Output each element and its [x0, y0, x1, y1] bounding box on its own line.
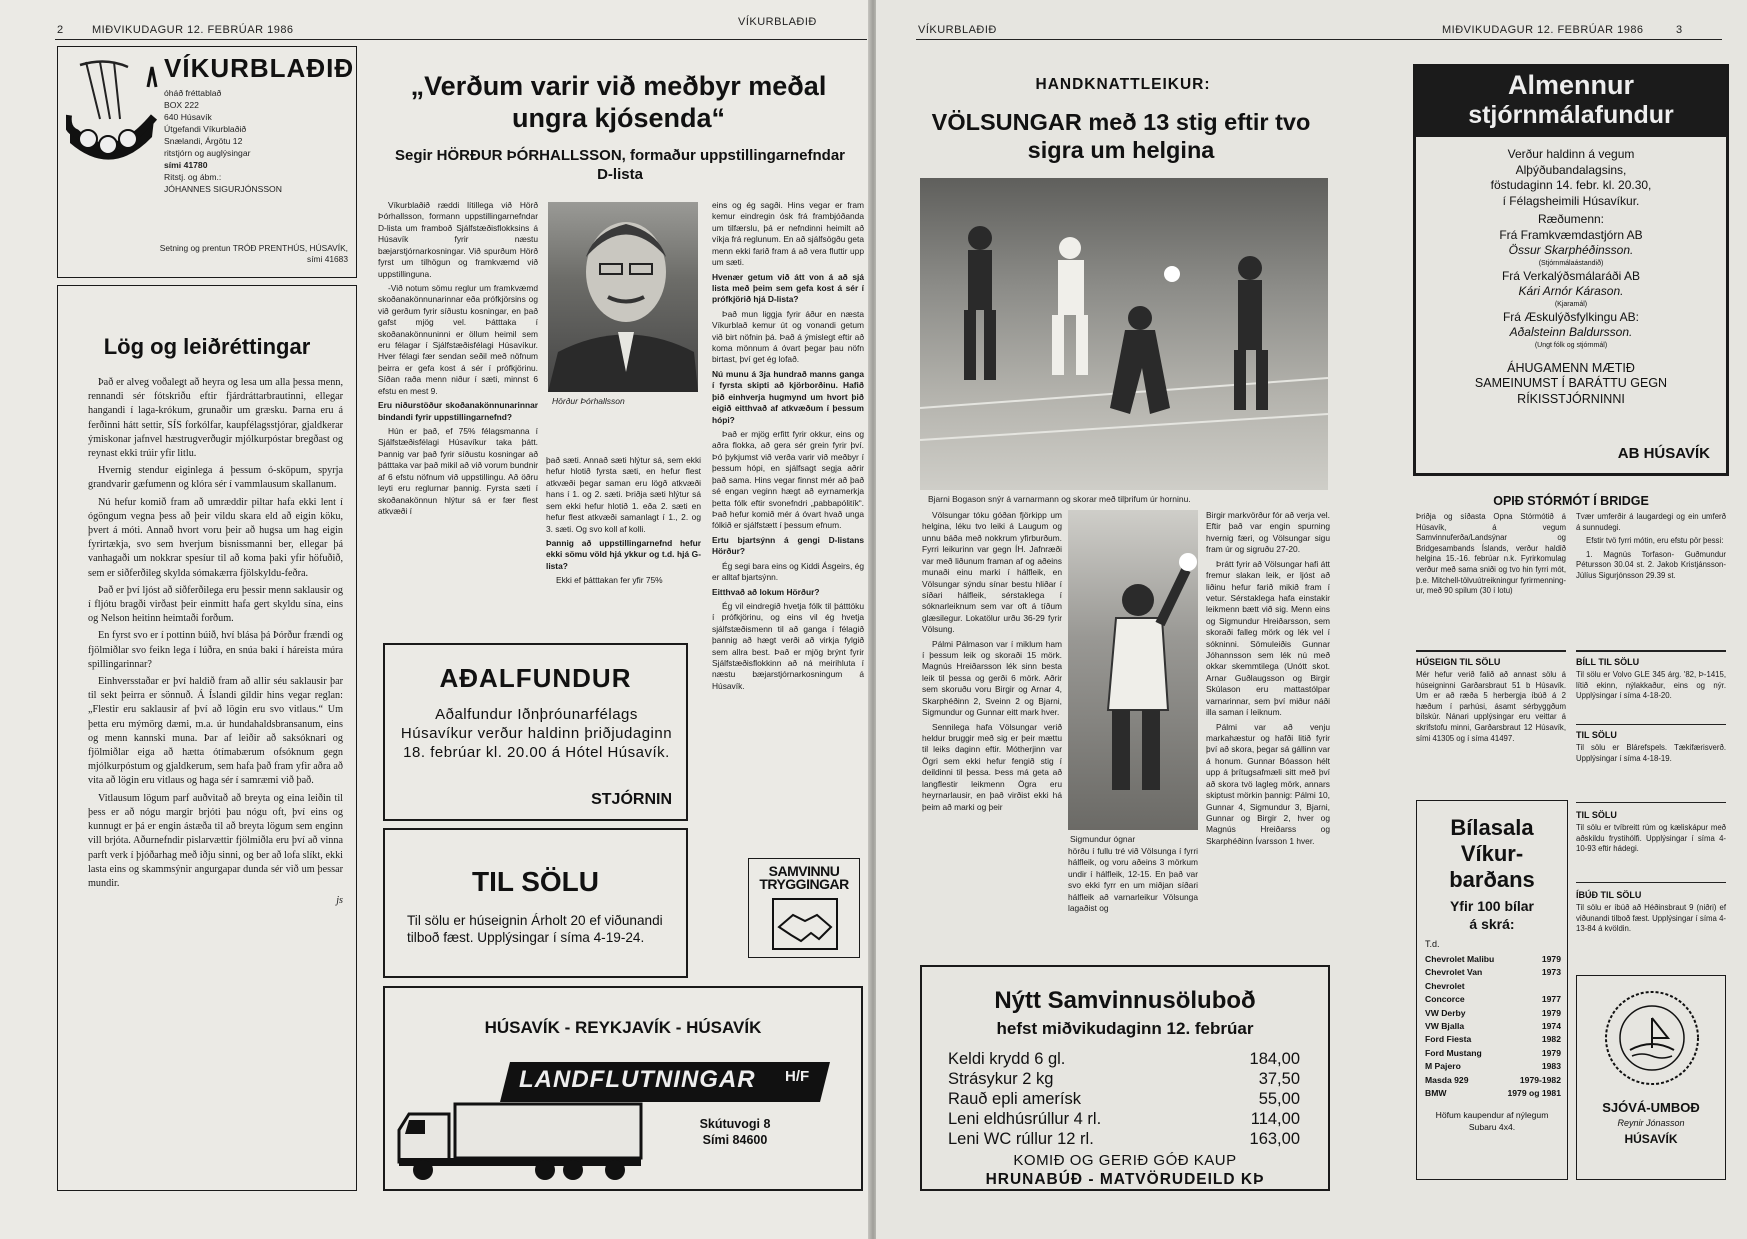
- landflutningar-brand: LANDFLUTNINGAR: [519, 1066, 756, 1093]
- sport-paragraph: Sennilega hafa Völsungar verið heldur bruggir með sig er þeir mættu til leiks daginn eftir. Mótherjinn var Ögri sem ekki hefur fengið stig í deildinni til þessa. Þess má geta að langflestir leikmenn Ögra eru heyrnarlausir, en það virðist ekki há þeim að marki og þeir: [922, 721, 1062, 812]
- item-price: 184,00: [1249, 1050, 1300, 1068]
- almennur-line: í Félagsheimili Húsavíkur.: [1502, 193, 1640, 208]
- header-rule: [916, 39, 1722, 40]
- running-head-paper: VÍKURBLAÐIÐ: [918, 24, 997, 36]
- almennur-title1: Almennur: [1507, 70, 1634, 100]
- speaker-role: Frá Verkalýðsmálaráði AB: [1501, 268, 1641, 283]
- masthead-details: [164, 87, 282, 195]
- car-model: Chevrolet Van: [1425, 967, 1483, 978]
- masthead-line: óháð fréttablað: [164, 88, 222, 98]
- car-year: 1973: [1541, 967, 1561, 978]
- solubod-slogan: KOMIÐ OG GERIÐ GÓÐ KAUP: [1013, 1152, 1237, 1169]
- masthead-line: ritstjórn og auglýsingar: [164, 148, 251, 158]
- sjova-agent: Reynir Jónasson: [1617, 1118, 1685, 1128]
- running-head-paper: VÍKURBLAÐIÐ: [738, 16, 817, 28]
- item-name: Keldi krydd 6 gl.: [948, 1050, 1066, 1068]
- car-model: BMW: [1425, 1088, 1447, 1099]
- car-year: 1974: [1541, 1021, 1561, 1032]
- portrait-caption: Hörður Þórhallsson: [552, 396, 625, 406]
- running-head-date: MIÐVIKUDAGUR 12. FEBRÚAR 1986: [1442, 24, 1644, 36]
- interview-question: Þannig að uppstillingarnefnd hefur ekki sömu völd hjá ykkur og t.d. hjá G-lista?: [546, 537, 701, 571]
- bilasala-title3: barðans: [1449, 867, 1535, 892]
- car-model: M Pajero: [1425, 1061, 1461, 1072]
- solubod-list: [948, 1049, 1300, 1149]
- car-model: VW Bjalla: [1425, 1021, 1465, 1032]
- interview-paragraph: Ég segi bara eins og Kiddi Ásgeirs, ég er alltaf bjartsýnn.: [712, 560, 864, 583]
- landflutningar-address: Skútuvogi 8: [699, 1117, 771, 1131]
- tilsolu1-body: Til sölu er Blárefspels. Tækifærisverð. Upplýsingar í síma 4-18-19.: [1576, 743, 1726, 763]
- adalfundur-sign: STJÓRNIN: [591, 791, 672, 808]
- speaker-name: Aðalsteinn Baldursson.: [1509, 325, 1633, 339]
- huseign-title: HÚSEIGN TIL SÖLU: [1416, 657, 1501, 667]
- car-model: Masda 929: [1425, 1074, 1469, 1085]
- sport-paragraph: Birgir markvörður fór að verja vel. Eftir það var engin spurning hvernig færi, og Völsungar sigu fram úr og sigruðu 27-20.: [1206, 510, 1330, 555]
- sport-paragraph: Völsungar tóku góðan fjörkipp um helgina, léku tvo leiki á Laugum og unnu báða með nokkrum yfirburðum. Fyrri leikurinn var gegn ÍH. Jafnræði var með liðunum framan af og aðeins munaði einu marki í hálfleik, en Völsungar sýndu sínar bestu hliðar í síðari hálfleik, sérstaklega í sóknarleiknum sem var oft á tíðum glæsilegur. Lokatölur urðu 36-29 fyrir Völsung.: [922, 510, 1062, 635]
- right-page: [876, 0, 1747, 1239]
- til-solu-title: TIL SÖLU: [471, 866, 600, 897]
- editorial-paragraph: Nú hefur komið fram að umræddir piltar hafa ekki lent í ógöngum vegna þess að þeir vildu skara eld að eigin köku, þvert á móti. Annað hvort voru þeir að hugsa um hag eigin fyrirtækja, svo sem hverjum bisnissmanni ber, ellegar þá vanhagaði um nokkrar spesíur til að koma þaki yfir höfuðið, sem er siðferðileg skylda sómakærra fjölskyldu-feðra.: [88, 496, 343, 579]
- printer-name: Setning og prentun TRÓÐ PRENTHÚS, HÚSAVÍK,: [159, 243, 348, 253]
- sport-paragraph: Pálmi Pálmason var í miklum ham í þessum leik og skoraði 15 mörk. Magnús Hreiðarsson lék sinn besta leik til þessa og gerði 6 mörk. Aðrir sem skoruðu voru Birgir og Arnar 4, Skarphéðinn 2, Sveinn 2 og Bjarni, Sigmundur og Gunnar eitt mark hver.: [922, 638, 1062, 718]
- car-year: 1977: [1541, 994, 1561, 1005]
- bilasala-td: T.d.: [1425, 939, 1440, 949]
- interview-col-1: [378, 200, 538, 520]
- almennur-speakers-head: Ræðumenn:: [1537, 212, 1605, 226]
- almennur-ad: [1413, 64, 1729, 476]
- editorial-paragraph: Það er alveg voðalegt að heyra og lesa um alla þessa menn, rennandi sér fótskriðu eftir fjárdráttarbrautinni, ellegar hangandi í laga-krókum, grunaðir um græsku. Þarna eru á ferðinni hátt settir, SÍS forkólfar, kaupfélagsstjórar, gjaldkerar ýmiskonar jafnvel hæstrugverðugir mjólkurpóstar bregðast og reynast ekki trúir yfir litlu.: [88, 377, 343, 460]
- car-row: [1425, 1033, 1561, 1046]
- almennur-info: [1416, 147, 1726, 407]
- truck-icon: [395, 1100, 645, 1185]
- solubod-item: [948, 1109, 1300, 1129]
- masthead-printer: [160, 243, 348, 265]
- car-row: [1425, 1020, 1561, 1033]
- speaker-note: (Ungt fólk og stjórnmál): [1534, 341, 1608, 349]
- printer-phone: sími 41683: [307, 254, 348, 264]
- car-year: 1979-1982: [1519, 1074, 1561, 1085]
- item-name: Leni WC rúllur 12 rl.: [948, 1130, 1094, 1148]
- car-row: [1425, 953, 1561, 966]
- bilasala-sub2: á skrá:: [1469, 916, 1515, 932]
- sport-title: VÖLSUNGAR með 13 stig eftir tvo sigra um helgina: [931, 109, 1311, 163]
- ibud-rule: [1576, 882, 1726, 883]
- masthead-line: Snælandi, Árgötu 12: [164, 136, 243, 146]
- item-price: 37,50: [1258, 1070, 1300, 1088]
- almennur-footer: ÁHUGAMENN MÆTIÐ: [1507, 360, 1635, 375]
- bilasala-title2: Víkur-: [1460, 841, 1524, 866]
- sport-kicker: HANDKNATTLEIKUR:: [1035, 76, 1211, 93]
- car-row: [1425, 1007, 1561, 1020]
- bilasala-footer: Höfum kaupendur af nýlegum Subaru 4x4.: [1435, 1110, 1549, 1132]
- masthead-line: sími 41780: [164, 160, 208, 170]
- handball-photo-1: [920, 178, 1328, 490]
- adalfundur-ad: [383, 643, 688, 821]
- interview-paragraph: -Við notum sömu reglur um framkvæmd skoðanakönnunarinnar eða prófkjörsins og við gerðum fyrir síðustu kosningar, en það gafst mjög vel. Þátttaka í skoðanakönnuninni er öllum heimil sem eru félagar í Sjálfstæðisfélagi Húsavíkur. Hver félagi fær sendan seðil með nöfnum þeirra er gefa kost á sér í prófkjörinu. Síðan raða menn niður í sæti, minnst 6 efstu en mest 9.: [378, 282, 538, 396]
- interview-question: Eitthvað að lokum Hörður?: [712, 586, 820, 597]
- masthead-line: BOX 222: [164, 100, 199, 110]
- bridge-col-2: [1576, 512, 1726, 585]
- tilsolu1-rule: [1576, 724, 1726, 725]
- solubod-title: Nýtt Samvinnusöluboð: [994, 987, 1256, 1014]
- samvinnusolubod-ad: [920, 965, 1330, 1191]
- interview-paragraph: það sæti. Annað sæti hlýtur sá, sem ekki hefur hlotið fyrsta sæti, en hefur flest atkvæði þegar saman eru lögð atkvæði hans í 1. og 2. sæti. Þriðja sæti hlýtur sá sem ekki hefur hlotið 1. eða 2. sæti en hefur flest atkvæði samanlagt í 1., 2. og 3. sæti. Og svo koll af kolli.: [546, 455, 701, 534]
- solubod-store: HRUNABÚÐ - MATVÖRUDEILD KÞ: [985, 1171, 1265, 1188]
- solubod-item: [948, 1069, 1300, 1089]
- item-price: 55,00: [1258, 1090, 1300, 1108]
- interview-paragraph: Það er mjög erfitt fyrir okkur, eins og aðra flokka, að gera sér grein fyrir því. Þó þykjumst við verða varir við meðbyr í þessum hópi, en sjálfsagt segja aðrir það sama. Hins vegar finnst mér að það sé engan veginn hægt að eyrnamerkja þetta fólk eftir svonefndri „pabbapólitík“. Það hefur komið mér á óvart hvað unga fólkið er sjálfstætt í þessum efnum.: [712, 429, 864, 531]
- item-name: Strásykur 2 kg: [948, 1070, 1054, 1088]
- samvinnu-ad: [748, 858, 860, 958]
- running-head-date: MIÐVIKUDAGUR 12. FEBRÚAR 1986: [92, 24, 294, 36]
- car-year: 1979 og 1981: [1507, 1088, 1561, 1099]
- almennur-sign: AB HÚSAVÍK: [1617, 445, 1710, 462]
- interview-question: Ertu bjartsýnn á gengi D-listans Hörður?: [712, 534, 864, 557]
- car-year: 1979: [1541, 1007, 1561, 1018]
- interview-col-3: [712, 200, 864, 695]
- sport-col-2a: [1068, 846, 1198, 918]
- almennur-footer: SAMEINUMST Í BARÁTTU GEGN: [1474, 376, 1668, 390]
- interview-col-2: [546, 455, 701, 590]
- bridge-paragraph: Þriðja og síðasta Opna Stórmótið á Húsavík, á vegum Samvinnuferða/Landsýnar og Bridgesambands Íslands, verður haldið helgina 15.-16. febrúar n.k. Fyrirkomulag verður með sama sniði og tvo hin fyrri mót, þ.e. Mitchell-tölvuútreikningur fyrirmenning-ur, með 90 spilum (30 í lotu): [1416, 512, 1566, 596]
- handball-player-icon: [1068, 510, 1198, 830]
- sport-paragraph: hörðu í fullu tré við Völsunga í fyrri hálfleik, og voru aðeins 3 mörkum undir í hálfleik, 12-15. En það var svo ekki fyrr en um miðjan síðari hálfleik að varnarleikur Völsunga lagaðist og: [1068, 846, 1198, 914]
- sjova-ad: [1576, 975, 1726, 1180]
- masthead-line: 640 Húsavík: [164, 112, 212, 122]
- car-row: [1425, 1047, 1561, 1060]
- interview-subtitle: Segir HÖRÐUR ÞÓRHALLSSON, formaður uppstillingarnefndar D-lista: [394, 147, 846, 183]
- car-row: [1425, 1074, 1561, 1087]
- speaker-role: Frá Æskulýðsfylkingu AB:: [1502, 309, 1640, 324]
- tilsolu2-title: TIL SÖLU: [1576, 810, 1617, 820]
- bridge-col-1: [1416, 512, 1566, 600]
- left-page: [0, 0, 870, 1239]
- photo1-caption: Bjarni Bogason snýr á varnarmann og skorar með tilþrifum úr horninu.: [928, 494, 1191, 504]
- samvinnu-line1: SAMVINNU: [768, 863, 840, 879]
- editorial-title: Lög og leiðréttingar: [103, 334, 311, 359]
- landflutningar-route: HÚSAVÍK - REYKJAVÍK - HÚSAVÍK: [484, 1018, 762, 1037]
- bill-rule: [1576, 650, 1726, 652]
- landflutningar-phone: Sími 84600: [702, 1133, 768, 1147]
- interview-paragraph: Ég vil eindregið hvetja fólk til þátttöku í prófkjörinu, og eins vil ég hvetja sjálfstæðismenn til að ganga í félagið þannig að hægt verði að virkja fylgið sem allra best. Það er mjög brýnt fyrir Sjálfstæðisflokkinn að ná meirihluta í næstu bæjarstjórnarkosningum á Húsavík.: [712, 600, 864, 691]
- samvinnu-line2: TRYGGINGAR: [759, 876, 849, 892]
- portrait-silhouette-icon: [548, 202, 698, 392]
- item-name: Leni eldhúsrúllur 4 rl.: [948, 1110, 1102, 1128]
- almennur-line: Verður haldinn á vegum: [1507, 147, 1635, 161]
- sjova-town: HÚSAVÍK: [1624, 1132, 1678, 1146]
- bill-title: BÍLL TIL SÖLU: [1576, 657, 1640, 667]
- car-row: [1425, 993, 1561, 1006]
- item-price: 114,00: [1250, 1110, 1300, 1128]
- car-year: 1982: [1541, 1034, 1561, 1045]
- landflutningar-contact: [665, 1116, 805, 1148]
- tilsolu2-rule: [1576, 802, 1726, 803]
- interview-question: Hvenær getum við átt von á að sjá lista með þeim sem gefa kost á sér í prófkjörið hjá D-lista?: [712, 271, 864, 305]
- interview-question: Nú munu á 3ja hundrað manns ganga í fyrsta skipti að kjörborðinu. Hafið þið einhverja hugmynd um hvort þið eigið eitthvað af atkvæðum í þessum hópi?: [712, 368, 864, 425]
- car-model: VW Derby: [1425, 1007, 1466, 1018]
- interview-paragraph: Hún er það, ef 75% félagsmanna í Sjálfstæðisfélagi Húsavíkur taka þátt. Þannig var það fyrir síðustu kosningar að þátttaka var það mikil að við vorum bundnir af 6 efstu nöfnum við uppstillingu. Að öðru leyti eru reglurnar þannig. Fyrsta sæti í skoðanakönnun hlýtur sá er fær flest atkvæði í: [378, 426, 538, 516]
- almennur-footer: RÍKISSTJÓRNINNI: [1517, 391, 1625, 406]
- item-name: Rauð epli amerísk: [948, 1090, 1081, 1108]
- car-row: [1425, 966, 1561, 979]
- viking-ship-logo-icon: [66, 57, 158, 177]
- interview-paragraph: Víkurblaðið ræddi lítillega við Hörð Þórhallsson, formann uppstillingarnefndar D-lista um framboð Sjálfstæðisflokksins á Húsavík fyrir næstu bæjarstjórnarkosningar. Við spurðum Hörð fyrst um tilhögun og framkvæmd við uppstillinguna.: [378, 200, 538, 279]
- car-row: [1425, 1060, 1561, 1073]
- bilasala-ad: [1416, 800, 1568, 1180]
- interview-question: Eru niðurstöður skoðanakönnunarinnar bindandi fyrir uppstillingarnefnd?: [378, 400, 538, 422]
- editorial-paragraph: Það er því ljóst að siðferðilega eru þessir menn saklausir og í fljótu bragði virðast þeir einmitt hafa gert skyldu sína, eins og Nelson heitinn heimtaði forðum.: [88, 584, 343, 625]
- interview-title: „Verðum varir við meðbyr meðal ungra kjósenda“: [410, 71, 827, 133]
- almennur-line: Alþýðubandalagsins,: [1515, 162, 1627, 177]
- ibud-body: Til sölu er íbúð að Héðinsbraut 9 (niðri) ef viðunandi tilboð fæst. Upplýsingar í síma 4-13-84 á kvöldin.: [1576, 903, 1726, 934]
- car-row: [1425, 1087, 1561, 1100]
- handball-photo-2: [1068, 510, 1198, 830]
- solubod-item: [948, 1129, 1300, 1149]
- tilsolu2-body: Til sölu er tvíbreitt rúm og kæliskápur með aðskildu frystihólfi. Upplýsingar í síma 4-10-93 eftir hádegi.: [1576, 823, 1726, 854]
- car-year: 1979: [1541, 954, 1561, 964]
- car-year: 1979: [1541, 1047, 1561, 1058]
- masthead-box: [57, 46, 357, 278]
- solubod-subtitle: hefst miðvikudaginn 12. febrúar: [996, 1019, 1254, 1038]
- sport-paragraph: Pálmi var að venju markahæstur og hafði litið fyrir því að skora, þegar sá gállinn var á honum. Gunnar Bóasson hélt upp á þrítugsafmæli sitt með því að skora tvö lagleg mörk, annars skiptust mörkin þannig: Pálmi 10, Gunnar 4, Sigmundur 3, Bjarni, Gunnar og Birgir 2, hver og Magnús Hreiðarss og Skarphéðinn Ívarsson 1 hver.: [1206, 721, 1330, 846]
- speaker-name: Össur Skarphéðinsson.: [1508, 243, 1634, 257]
- header-rule: [55, 39, 867, 40]
- interview-paragraph: Það mun liggja fyrir áður en næsta Víkurblað kemur út og vonandi getum við birt nöfnin þá. Það á ýmislegt eftir að koma mönnum á óvart þegar þau nöfn birtast, því get ég lofað.: [712, 308, 864, 365]
- bridge-title: OPIÐ STÓRMÓT Í BRIDGE: [1493, 494, 1649, 508]
- speaker-name: Kári Arnór Kárason.: [1518, 284, 1624, 298]
- interview-paragraph: eins og ég sagði. Hins vegar er fram kemur eindregin ósk frá frambjóðanda um tilfærslu, þá er nefndinni heimilt að víkja frá reglunum. En að sjálfsögðu geta menn ekki farið fram á að vera fluttir upp um sæti.: [712, 200, 864, 268]
- car-model: Chevrolet: [1425, 980, 1465, 991]
- interview-paragraph: Ekki ef þátttakan fer yfir 75%: [556, 575, 663, 586]
- car-year: 1983: [1541, 1061, 1561, 1072]
- car-model: Concorce: [1425, 994, 1465, 1005]
- adalfundur-title: AÐALFUNDUR: [439, 663, 632, 693]
- photo2-caption: Sigmundur ógnar: [1070, 834, 1136, 844]
- editorial-box: [57, 285, 357, 1191]
- editorial-paragraph: En fyrst svo er í pottinn búið, hví blása þá Þórður frændi og fjölmiðlar svo feikn lega í lúðra, en snúa baki í háreista múra spillingarinnar?: [88, 630, 343, 670]
- masthead-line: Útgefandi Víkurblaðið: [164, 124, 247, 134]
- car-model: Ford Mustang: [1425, 1047, 1482, 1058]
- masthead-line: Ritstj. og ábm.:: [164, 172, 222, 182]
- huseign-rule: [1416, 650, 1566, 652]
- almennur-line: föstudaginn 14. febr. kl. 20.30,: [1490, 178, 1652, 192]
- sport-col-1: [922, 510, 1062, 816]
- bilasala-car-list: [1425, 953, 1561, 1100]
- adalfundur-body: Aðalfundur Iðnþróunarfélags Húsavíkur verður haldinn þriðjudaginn 18. febrúar kl. 20.00 á Hótel Húsavík.: [400, 706, 673, 761]
- bilasala-sub1: Yfir 100 bílar: [1449, 898, 1535, 914]
- til-solu-body: Til sölu er húseignin Árholt 20 ef viðunandi tilboð fæst. Upplýsingar í síma 4-19-24.: [407, 913, 663, 945]
- speaker-note: (Stjórnmálaástandið): [1538, 259, 1604, 267]
- huseign-body: Mér hefur verið falið að annast sölu á húseigninni Garðarsbraut 51 b Húsavík. Um er að ræða 5 herbergja íbúð á 2 hæðum í parhúsi, ásamt sérbyggðum bílskúr. Nánari upplýsingar eru veittar á skrifstofu minni, Garðarsbraut 12 Húsavík, sími 41305 og í síma 41497.: [1416, 670, 1566, 743]
- car-row: [1425, 980, 1561, 993]
- car-model: Chevrolet Malibu: [1425, 954, 1495, 964]
- page-number: 2: [57, 24, 64, 36]
- sport-paragraph: Þrátt fyrir að Völsungar hafi átt fremur slakan leik, er ljóst að liðinu hefur farið mikið fram í vetur. Sérstaklega hafa einstakir leikmenn bætt við sig. Menn eins og Sigmundur Hreiðarsson, sem skoraði falleg mörk og lék vel í sókninni. Sömuleiðis Gunnar Jóhannsson sem lék nú með okkar skemmtilega (Unótt skot. Arnar Guðlaugsson og Birgir Skúlason eru mattastólpar varnarinnar, sem því miður náði illa saman í leiknum.: [1206, 558, 1330, 718]
- landflutningar-brand-mark: H/F: [785, 1068, 810, 1085]
- ibud-title: ÍBÚÐ TIL SÖLU: [1576, 890, 1642, 900]
- handball-players-icon: [920, 178, 1328, 490]
- sjova-title: SJÓVÁ-UMBOÐ: [1602, 1100, 1700, 1115]
- bridge-paragraph: Efstir tvö fyrri mótin, eru efstu pör þessi:: [1586, 536, 1724, 546]
- speaker-role: Frá Framkvæmdastjórn AB: [1499, 227, 1643, 242]
- masthead-line: JÓHANNES SIGURJÓNSSON: [164, 184, 282, 194]
- editorial-body: [88, 376, 343, 908]
- item-price: 163,00: [1249, 1130, 1300, 1148]
- page-number: 3: [1676, 24, 1683, 36]
- solubod-item: [948, 1089, 1300, 1109]
- portrait-photo: [548, 202, 698, 392]
- landflutningar-ad: [383, 986, 863, 1191]
- sport-col-3: [1206, 510, 1330, 850]
- handshake-icon: [771, 897, 839, 951]
- bill-body: Til sölu er Volvo GLE 345 árg. '82, Þ-1415, lítið ekinn, nýlakkaður, eins og nýr. Upplýsingar í síma 4-18-20.: [1576, 670, 1726, 701]
- editorial-signature: js: [336, 895, 343, 907]
- bridge-paragraph: 1. Magnús Torfason- Guðmundur Pétursson 30.04 st. 2. Jakob Kristjánsson-Júlíus Sigurjónsson 29.39 st.: [1576, 549, 1726, 580]
- solubod-item: [948, 1049, 1300, 1069]
- editorial-paragraph: Vitlausum lögum parf auðvitað að breyta og eina leiðin til þess er að nógu margir brjóti þau nógu oft, því eins og kunnugt er þá er engin ástæða til að breyta lögum sem enginn vill brjóta. Aðurnefndir pislarvættir fjölmiðla eru því að vinna parft verk í þjóðarhag með iðju sinni, og ber að lofa slíkt, ekki lasta eins og skammsýnir angurgapar dunda sér við um þessar mundir.: [88, 792, 343, 889]
- bridge-paragraph: Tvær umferðir á laugardegi og ein umferð á sunnudegi.: [1576, 512, 1726, 532]
- speaker-note: (Kjaramál): [1554, 300, 1588, 308]
- til-solu-ad: [383, 828, 688, 978]
- car-model: Ford Fiesta: [1425, 1034, 1472, 1045]
- almennur-title2: stjórnmálafundur: [1468, 101, 1674, 129]
- sjova-seal-icon: [1602, 988, 1702, 1088]
- masthead-title: VÍKURBLAÐIÐ: [164, 53, 355, 83]
- bilasala-title1: Bílasala: [1450, 815, 1534, 840]
- editorial-paragraph: Hvernig stendur eiginlega á þessum ó-sköpum, spyrja grandvarir gæfumenn og klóra sér í vammlausum skallanum.: [88, 465, 343, 491]
- editorial-paragraph: Einhversstaðar er því haldið fram að allir séu saklausir þar til sekt þeirra er sönnuð. Á Íslandi gildir hins vegar reglan: „Flestir eru saklausir af því að lögin eru svo vitlaus.“ Um þetta eru mýmörg dæmi, m.a. úr hundahaldsbransanum, eins og menn kannski muna. Þar af leiðir að saksóknari og fjölmiðlar eiga að hætta ótímabærum ofsóknum gegn mjólkurpóstum og gjaldkerum, sem hafa það fram yfir aðra að vita að lögin eru vitlaus og haga sér í samræmi við það.: [88, 676, 343, 787]
- tilsolu1-title: TIL SÖLU: [1576, 730, 1617, 740]
